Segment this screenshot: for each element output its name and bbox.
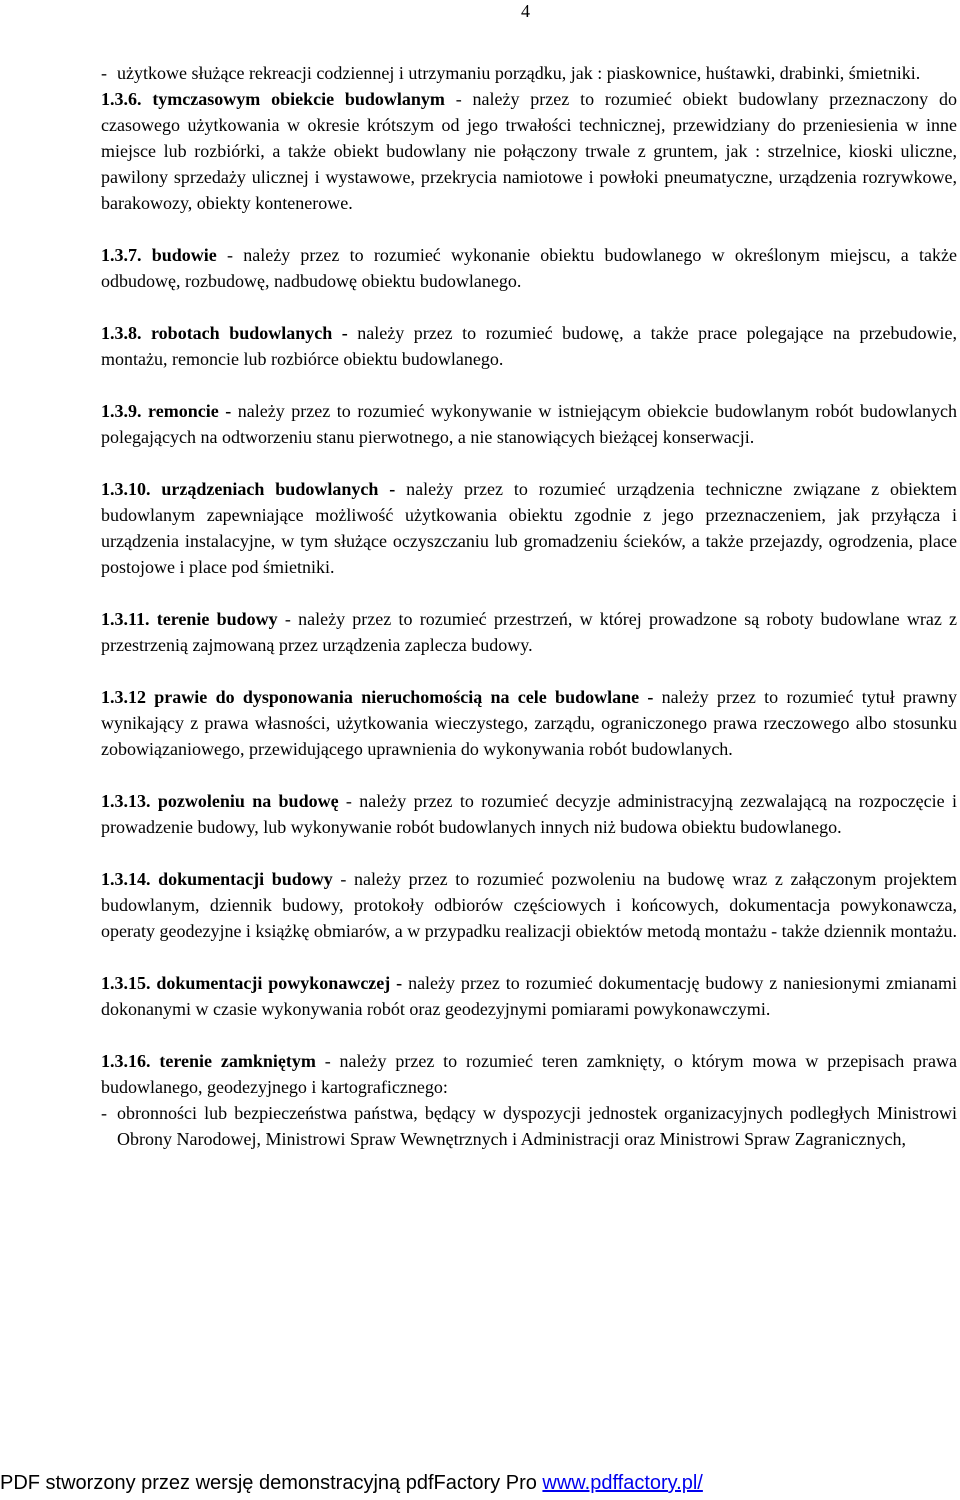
list-item-text: obronności lub bezpieczeństwa państwa, będący w dyspozycji jednostek organizacyjnych podległych Ministrowi Obrony Narodowej, Ministrowi Spraw Wewnętrznych i Administracji oraz Ministrowi Spraw Zagranicznych, (117, 1103, 957, 1149)
definition-term: robotach budowlanych - (151, 323, 348, 343)
definition-text: - należy przez to rozumieć przestrzeń, w której prowadzone są roboty budowlane wraz z przestrzenią zajmowaną przez urządzenia zaplecza budowy. (101, 609, 958, 655)
definition-text: należy przez to rozumieć urządzenia techniczne związane z obiektem budowlanym zapewniające możliwość użytkowania obiektu zgodnie z jego przeznaczeniem, jak przyłącza i urządzenia instalacyjne, w tym służące oczyszczaniu lub gromadzeniu ścieków, a także przejazdy, ogrodzenia, place postojowe i place pod śmietniki. (101, 479, 958, 577)
list-item-closing (101, 1100, 957, 1152)
definition-number: 1.3.14. (101, 869, 151, 889)
definition-paragraph (101, 970, 957, 1022)
definition-paragraph (101, 86, 957, 216)
definition-paragraph (101, 866, 957, 944)
definition-text: należy przez to rozumieć budowę, a także prace polegające na przebudowie, montażu, remoncie lub rozbiórce obiektu budowlanego. (101, 323, 957, 369)
list-item-text: użytkowe służące rekreacji codziennej i utrzymaniu porządku, jak : piaskownice, huśtawki, drabinki, śmietniki. (117, 63, 921, 83)
definition-term: terenie zamkniętym (159, 1051, 316, 1071)
list-item-intro (101, 60, 957, 86)
definition-number: 1.3.16. (101, 1051, 151, 1071)
definition-term: tymczasowym obiekcie budowlanym (152, 89, 445, 109)
list-dash: - (101, 1103, 107, 1123)
definition-number: 1.3.7. (101, 245, 142, 265)
definition-text: - należy przez to rozumieć decyzje administracyjną zezwalającą na rozpoczęcie i prowadzenie budowy, lub wykonywanie robót budowlanych innych niż budowa obiektu budowlanego. (101, 791, 957, 837)
definition-term: urządzeniach budowlanych - (161, 479, 396, 499)
definition-paragraph (101, 242, 957, 294)
definition-term: budowie (151, 245, 217, 265)
definition-text: - należy przez to rozumieć pozwoleniu na budowę wraz z załączonym projektem budowlanym, dziennik budowy, protokoły odbiorów częściowych i końcowych, dokumentacja powykonawcza, operaty geodezyjne i książkę obmiarów, a w przypadku realizacji obiektów metodą montażu - także dziennik montażu. (101, 869, 958, 941)
definition-paragraph (101, 606, 957, 658)
definition-number: 1.3.8. (101, 323, 142, 343)
definition-paragraph (101, 398, 957, 450)
definitions-list (101, 86, 957, 1100)
definition-text: - należy przez to rozumieć obiekt budowlany przeznaczony do czasowego użytkowania w okresie krótszym od jego trwałości technicznej, przewidziany do przeniesienia w inne miejsce lub rozbiórki, a także obiekt budowlany nie połączony trwale z gruntem, jak : strzelnice, kioski uliczne, pawilony sprzedaży ulicznej i wystawowe, przekrycia namiotowe i powłoki pneumatyczne, urządzenia rozrywkowe, barakowozy, obiekty kontenerowe. (101, 89, 957, 213)
definition-text: należy przez to rozumieć tytuł prawny wynikający z prawa własności, użytkowania wieczystego, zarządu, ograniczonego prawa rzeczowego albo stosunku zobowiązaniowego, przewidującego uprawnienia do wykonywania robót budowlanych. (101, 687, 957, 759)
footer-text: PDF stworzony przez wersję demonstracyjną pdfFactory Pro (0, 1472, 543, 1494)
definition-term: dokumentacji powykonawczej - (156, 973, 403, 993)
definition-number: 1.3.9. (101, 401, 142, 421)
pdf-footer (0, 1470, 960, 1496)
definition-text: - należy przez to rozumieć wykonanie obiektu budowlanego w określonym miejscu, a także odbudowę, rozbudowę, nadbudowę obiektu budowlanego. (101, 245, 957, 291)
definition-paragraph (101, 684, 957, 762)
definition-paragraph (101, 1048, 957, 1100)
definition-text: należy przez to rozumieć dokumentację budowy z naniesionymi zmianami dokonanymi w czasie wykonywania robót oraz geodezyjnymi pomiarami powykonawczymi. (101, 973, 957, 1019)
definition-term: prawie do dysponowania nieruchomością na cele budowlane - (154, 687, 654, 707)
definition-number: 1.3.15. (101, 973, 151, 993)
definition-term: terenie budowy (156, 609, 278, 629)
definition-number: 1.3.11. (101, 609, 150, 629)
definition-paragraph (101, 788, 957, 840)
document-body (101, 60, 957, 1152)
definition-number: 1.3.10. (101, 479, 151, 499)
footer-link[interactable]: www.pdffactory.pl/ (542, 1472, 703, 1494)
definition-term: pozwoleniu na budowę (157, 791, 339, 811)
definition-paragraph (101, 320, 957, 372)
definition-number: 1.3.6. (101, 89, 142, 109)
page-number: 4 (521, 1, 530, 21)
definition-number: 1.3.13. (101, 791, 151, 811)
definition-text: - należy przez to rozumieć teren zamknięty, o którym mowa w przepisach prawa budowlanego, geodezyjnego i kartograficznego: (101, 1051, 958, 1097)
definition-term: dokumentacji budowy (158, 869, 333, 889)
definition-term: remoncie - (148, 401, 232, 421)
definition-text: należy przez to rozumieć wykonywanie w istniejącym obiekcie budowlanym robót budowlanych polegających na odtworzeniu stanu pierwotnego, a nie stanowiących bieżącej konserwacji. (101, 401, 957, 447)
definition-number: 1.3.12 (101, 687, 146, 707)
list-dash: - (101, 63, 107, 83)
definition-paragraph (101, 476, 957, 580)
